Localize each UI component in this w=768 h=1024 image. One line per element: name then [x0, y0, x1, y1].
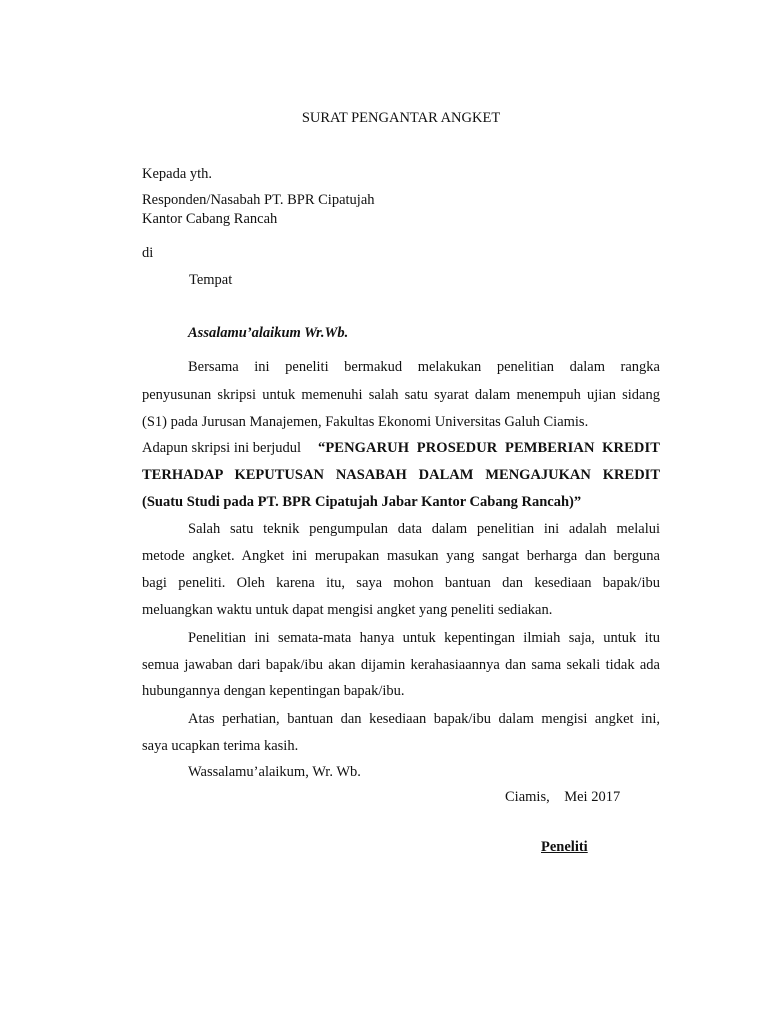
closing-greeting: Wassalamu’alaikum, Wr. Wb. [188, 764, 361, 780]
recipient-line-1: Responden/Nasabah PT. BPR Cipatujah [142, 192, 375, 208]
greeting: Assalamu’alaikum Wr.Wb. [188, 325, 349, 341]
paragraph-1-line-2: penyusunan skripsi untuk memenuhi salah satu syarat dalam menempuh ujian sidang [142, 387, 660, 403]
recipient-place: Tempat [189, 272, 233, 288]
recipient-salutation: Kepada yth. [142, 166, 213, 182]
paragraph-2-prefix: Adapun skripsi ini berjudul [142, 440, 302, 456]
signer-label: Peneliti [541, 839, 588, 855]
letter-title: SURAT PENGANTAR ANGKET [301, 110, 501, 126]
paragraph-4-line-1: Penelitian ini semata-mata hanya untuk kepentingan ilmiah saja, untuk itu [188, 630, 660, 646]
paragraph-1-line-3: (S1) pada Jurusan Manajemen, Fakultas Ekonomi Universitas Galuh Ciamis. [142, 414, 589, 430]
thesis-title-line-1: “PENGARUH PROSEDUR PEMBERIAN KREDIT [318, 440, 660, 456]
paragraph-4-line-2: semua jawaban dari bapak/ibu akan dijamin kerahasiaannya dan sama sekali tidak ada [142, 657, 660, 673]
paragraph-5-line-1: Atas perhatian, bantuan dan kesediaan bapak/ibu dalam mengisi angket ini, [188, 711, 660, 727]
paragraph-1-line-1: Bersama ini peneliti bermakud melakukan penelitian dalam rangka [188, 359, 660, 375]
recipient-di: di [142, 245, 154, 261]
paragraph-4-line-3: hubungannya dengan kepentingan bapak/ibu. [142, 683, 405, 699]
place-date: Ciamis, Mei 2017 [505, 789, 621, 805]
thesis-title-line-2: TERHADAP KEPUTUSAN NASABAH DALAM MENGAJUKAN KREDIT [142, 467, 660, 483]
paragraph-3-line-3: bagi peneliti. Oleh karena itu, saya mohon bantuan dan kesediaan bapak/ibu [142, 575, 660, 591]
paragraph-3-line-1: Salah satu teknik pengumpulan data dalam penelitian ini adalah melalui [188, 521, 660, 537]
paragraph-3-line-2: metode angket. Angket ini merupakan masukan yang sangat berharga dan berguna [142, 548, 660, 564]
paragraph-3-line-4: meluangkan waktu untuk dapat mengisi angket yang peneliti sediakan. [142, 602, 553, 618]
recipient-line-2: Kantor Cabang Rancah [142, 211, 278, 227]
paragraph-5-line-2: saya ucapkan terima kasih. [142, 738, 299, 754]
thesis-title-line-3: (Suatu Studi pada PT. BPR Cipatujah Jabar Kantor Cabang Rancah)” [142, 494, 582, 510]
